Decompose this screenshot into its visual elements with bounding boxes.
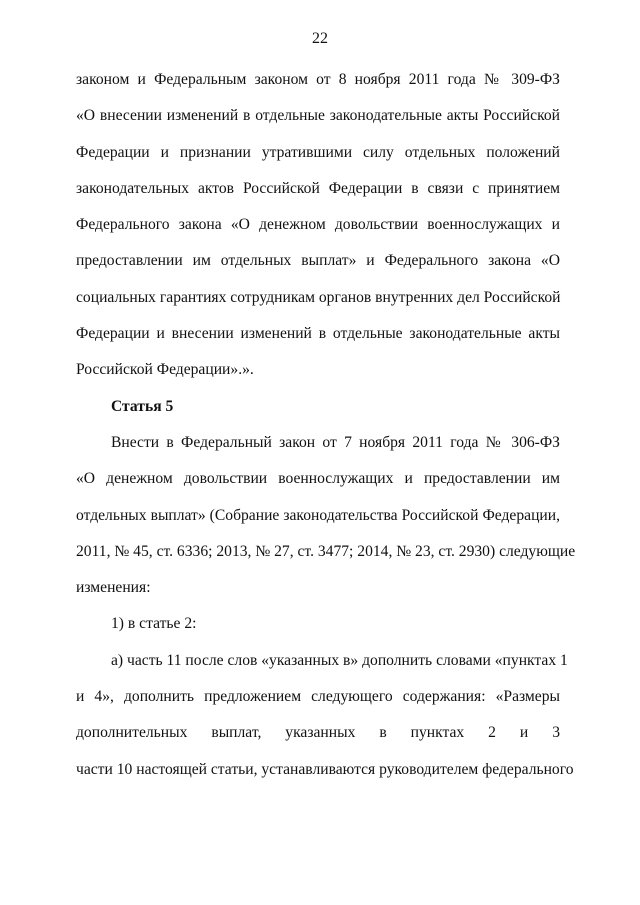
article-heading: Статья 5	[111, 397, 174, 415]
paragraph-line: Федерации и внесении изменений в отдельные законодательные акты	[76, 325, 560, 343]
list-item: 1) в статье 2:	[111, 615, 197, 633]
paragraph-line: дополнительных выплат, указанных в пунктах 2 и 3	[76, 724, 560, 742]
paragraph-line: социальных гарантиях сотрудникам органов внутренних дел Российской	[76, 288, 561, 306]
page-number: 22	[312, 30, 328, 47]
paragraph-line: предоставлении им отдельных выплат» и Федерального закона «О	[76, 252, 560, 270]
paragraph-line: «О внесении изменений в отдельные законодательные акты Российской	[76, 107, 560, 125]
document-body	[76, 62, 576, 788]
paragraph-line: Федерации и признании утратившими силу отдельных положений	[76, 143, 560, 161]
paragraph-line: части 10 настоящей статьи, устанавливаются руководителем федерального	[76, 760, 574, 778]
paragraph-line: изменения:	[76, 579, 151, 597]
paragraph-line: и 4», дополнить предложением следующего содержания: «Размеры	[76, 688, 560, 706]
paragraph-line: а) часть 11 после слов «указанных в» дополнить словами «пунктах 1	[111, 651, 568, 669]
paragraph-line: «О денежном довольствии военнослужащих и предоставлении им	[76, 470, 560, 488]
paragraph-line: Внести в Федеральный закон от 7 ноября 2011 года № 306-ФЗ	[111, 433, 560, 451]
paragraph-line: Федерального закона «О денежном довольствии военнослужащих и	[76, 216, 560, 234]
paragraph-line: отдельных выплат» (Собрание законодательства Российской Федерации,	[76, 506, 560, 524]
paragraph-line: 2011, № 45, ст. 6336; 2013, № 27, ст. 3477; 2014, № 23, ст. 2930) следующие	[76, 542, 576, 560]
paragraph-line: Российской Федерации».».	[76, 361, 254, 379]
paragraph-line: законом и Федеральным законом от 8 ноября 2011 года № 309-ФЗ	[76, 71, 560, 88]
paragraph-line: законодательных актов Российской Федерации в связи с принятием	[76, 179, 560, 197]
